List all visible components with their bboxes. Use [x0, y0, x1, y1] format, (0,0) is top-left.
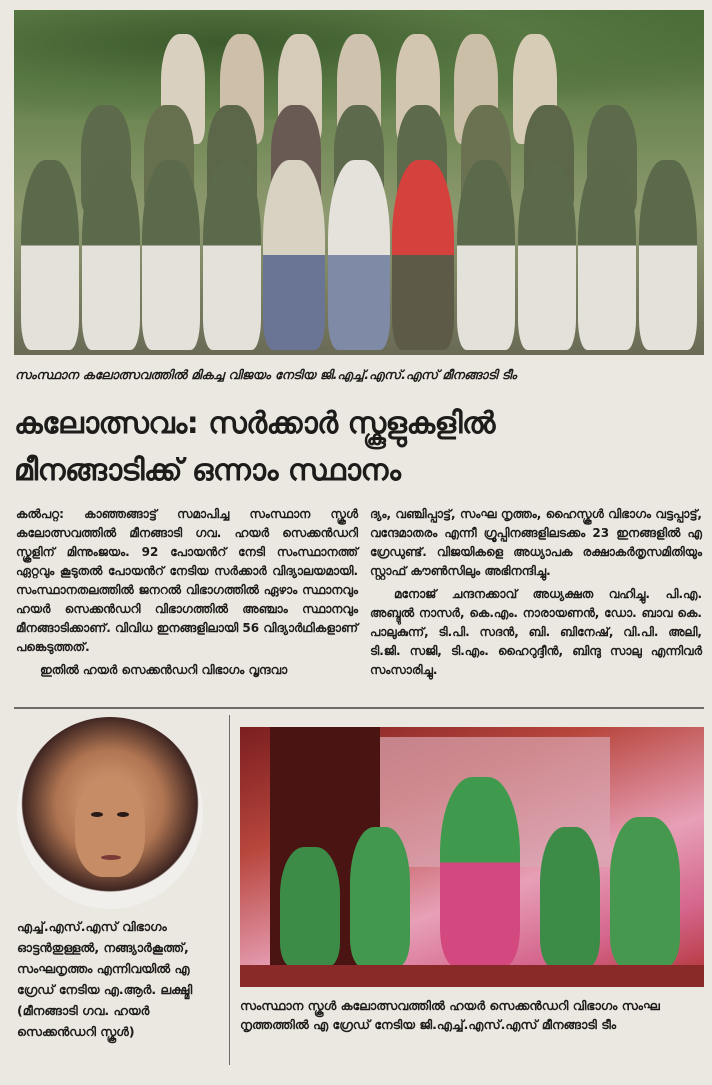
column-divider [229, 715, 230, 1065]
headline [14, 400, 704, 494]
portrait-photo [17, 717, 203, 909]
headline-line-1: കലോത്സവം: സർക്കാർ സ്കൂളുകളിൽ [14, 406, 495, 441]
portrait-caption: എച്ച്.എസ്.എസ് വിഭാഗം ഓട്ടൻതുള്ളൽ, നങ്ങ്യാർകൂത്ത്, സംഘനൃത്തം എന്നിവയിൽ എ ഗ്രേഡ് നേടിയ എ.ആർ. ലക്ഷ്മി (മീനങ്ങാടി ഗവ. ഹയർ സെക്കൻഡറി സ്കൂൾ) [17, 919, 193, 1039]
top-photo-caption: സംസ്ഥാന കലോത്സവത്തിൽ മികച്ച വിജയം നേടിയ ജി.എച്ച്.എസ്.എസ് മീനങ്ങാടി ടീം [15, 367, 517, 382]
dance-performance-photo [240, 727, 704, 987]
body-paragraph: ഇതിൽ ഹയർ സെക്കൻഡറി വിഭാഗം വൃന്ദവാ [40, 663, 288, 677]
section-divider [14, 707, 704, 709]
body-paragraph: കൽപറ്റ: കാഞ്ഞങ്ങാട്ട് സമാപിച്ച സംസ്ഥാന സ്കൂൾ കലോത്സവത്തിൽ മീനങ്ങാടി ഗവ. ഹയർ സെക്കൻഡറി സ്കൂളിന് മിന്നുംജയം. 92 പോയൻറ് നേടി സംസ്ഥാനത്ത് ഏറ്റവും കൂടുതൽ പോയൻറ് നേടിയ സർക്കാർ വിദ്യാലയമായി. സംസ്ഥാനതലത്തിൽ ജനറൽ വിഭാഗത്തിൽ ഏഴാം സ്ഥാനവും ഹയർ സെക്കൻഡറി വിഭാഗത്തിൽ അഞ്ചാം സ്ഥാനവും മീനങ്ങാടിക്കാണ്. വിവിധ ഇനങ്ങളിലായി 56 വിദ്യാർഥികളാണ് പങ്കെടുത്തത്. [16, 507, 358, 654]
team-group-photo [14, 10, 704, 355]
body-paragraph: ദ്യം, വഞ്ചിപ്പാട്ട്, സംഘ നൃത്തം, ഹൈസ്കൂൾ വിഭാഗം വട്ടപ്പാട്ട്, വന്ദേമാതരം എന്നീ ഗ്രൂപ്പിനങ്ങളിലടക്കം 23 ഇനങ്ങളിൽ എ ഗ്രേഡുണ്ട്. വിജയികളെ അധ്യാപക രക്ഷാകർതൃസമിതിയും സ്റ്റാഫ് കൗൺസിലും അഭിനന്ദിച്ചു. [370, 507, 702, 578]
headline-line-2: മീനങ്ങാടിക്ക് ഒന്നാം സ്ഥാനം [14, 453, 401, 488]
body-paragraph: മനോജ് ചന്ദനക്കാവ് അധ്യക്ഷത വഹിച്ചു. പി.എ. അബ്ദുൽ നാസർ, കെ.എം. നാരായണൻ, ഡോ. ബാവ കെ. പാലുകുന്ന്, ടി.പി. സദൻ, ബി. ബിനേഷ്, വി.പി. അലി, ടി.ജി. സജി, ടി.എം. ഹൈറുദ്ദീൻ, ബിന്ദു സാലു എന്നിവർ സംസാരിച്ചു. [370, 587, 702, 677]
article-column-left [16, 505, 358, 684]
dance-photo-caption: സംസ്ഥാന സ്കൂൾ കലോത്സവത്തിൽ ഹയർ സെക്കൻഡറി വിഭാഗം സംഘ നൃത്തത്തിൽ എ ഗ്രേഡ് നേടിയ ജി.എച്ച്.എസ്.എസ് മീനങ്ങാടി ടീം [240, 998, 660, 1032]
article-column-right [370, 505, 702, 684]
